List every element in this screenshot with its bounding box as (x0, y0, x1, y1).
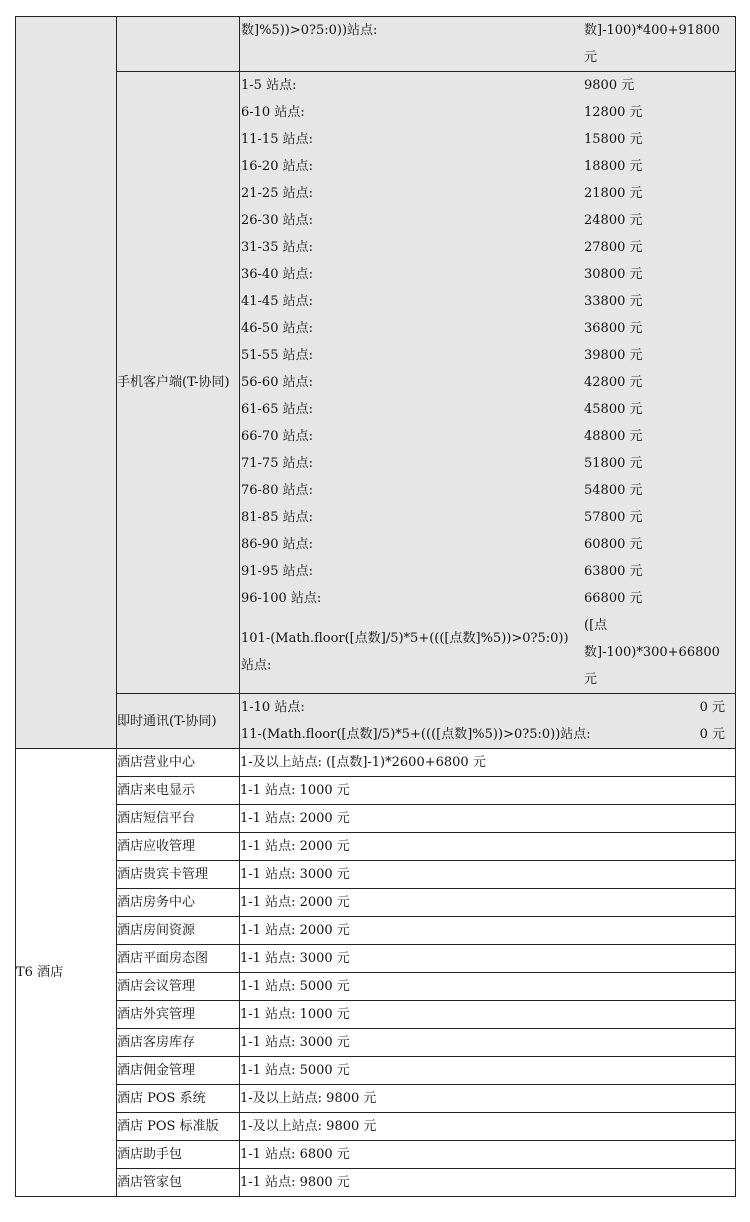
price-value: 1-1 站点: 5000 元 (240, 1057, 736, 1085)
price-value: 1-1 站点: 6800 元 (240, 1141, 736, 1169)
table-row (16, 1085, 736, 1113)
price-row (240, 531, 735, 558)
module-name: 酒店应收管理 (117, 833, 240, 861)
price-value: 1-1 站点: 3000 元 (240, 945, 736, 973)
price-value: 1-1 站点: 2000 元 (240, 889, 736, 917)
price-value: 0 元 (699, 727, 725, 742)
price-value: 1-及以上站点: 9800 元 (240, 1085, 736, 1113)
price-value: 39800 元 (584, 348, 643, 363)
price-value: 12800 元 (584, 105, 643, 120)
price-row (240, 288, 735, 315)
price-value: 1-1 站点: 3000 元 (240, 1029, 736, 1057)
table-row (16, 1113, 736, 1141)
module-name: 酒店房务中心 (117, 889, 240, 917)
site-range-label: 91-95 站点: (241, 564, 313, 579)
table-row (16, 945, 736, 973)
price-value: 1-1 站点: 3000 元 (240, 861, 736, 889)
module-name: 酒店短信平台 (117, 805, 240, 833)
table-row (16, 777, 736, 805)
module-cell-continued (117, 17, 240, 72)
table-row (16, 973, 736, 1001)
site-range-label: 51-55 站点: (241, 348, 313, 363)
price-value: 1-1 站点: 1000 元 (240, 1001, 736, 1029)
price-cell (240, 694, 736, 749)
module-name: 酒店助手包 (117, 1141, 240, 1169)
site-range-label: 71-75 站点: (241, 456, 313, 471)
price-value: 21800 元 (584, 186, 643, 201)
price-row (240, 234, 735, 261)
module-name: 酒店贵宾卡管理 (117, 861, 240, 889)
price-value: 63800 元 (584, 564, 643, 579)
site-range-label: 21-25 站点: (241, 186, 313, 201)
price-row (240, 126, 735, 153)
price-value: 18800 元 (584, 159, 643, 174)
site-range-label: 41-45 站点: (241, 294, 313, 309)
price-row (240, 72, 735, 99)
price-row (240, 99, 735, 126)
site-range-label: 11-15 站点: (241, 132, 313, 147)
module-name-im: 即时通讯(T-协同) (117, 694, 240, 749)
price-value: 9800 元 (584, 78, 635, 93)
price-row (240, 504, 735, 531)
table-row (16, 749, 736, 777)
table-row (16, 889, 736, 917)
site-range-label: 76-80 站点: (241, 483, 313, 498)
pricing-table (15, 16, 736, 1197)
site-range-label: 81-85 站点: (241, 510, 313, 525)
price-value: 1-1 站点: 2000 元 (240, 833, 736, 861)
table-row (16, 1057, 736, 1085)
table-row (16, 1169, 736, 1197)
price-value: 60800 元 (584, 537, 643, 552)
price-row (240, 694, 735, 721)
price-value: 45800 元 (584, 402, 643, 417)
table-row (16, 1029, 736, 1057)
price-value: 1-1 站点: 1000 元 (240, 777, 736, 805)
price-value: 0 元 (699, 700, 725, 715)
price-cell (240, 72, 736, 694)
site-range-label: 46-50 站点: (241, 321, 313, 336)
table-row (16, 833, 736, 861)
table-row (16, 1141, 736, 1169)
price-row (240, 369, 735, 396)
price-value: 1-1 站点: 2000 元 (240, 917, 736, 945)
module-name: 酒店佣金管理 (117, 1057, 240, 1085)
price-value: 1-及以上站点: 9800 元 (240, 1113, 736, 1141)
module-name: 酒店平面房态图 (117, 945, 240, 973)
price-row (240, 477, 735, 504)
site-range-label: 11-(Math.floor([点数]/5)*5+((([点数]%5))>0?5:0))站点: (241, 727, 591, 742)
price-value: 27800 元 (584, 240, 643, 255)
price-value: 33800 元 (584, 294, 643, 309)
site-range-label: 31-35 站点: (241, 240, 313, 255)
price-row (240, 396, 735, 423)
module-name: 酒店房间资源 (117, 917, 240, 945)
price-value: 1-1 站点: 5000 元 (240, 973, 736, 1001)
site-range-label: 26-30 站点: (241, 213, 313, 228)
price-value: 54800 元 (584, 483, 643, 498)
site-range-label: 56-60 站点: (241, 375, 313, 390)
price-value: 51800 元 (584, 456, 643, 471)
price-value: 1-1 站点: 2000 元 (240, 805, 736, 833)
price-value: 42800 元 (584, 375, 643, 390)
table-row (16, 861, 736, 889)
price-row (240, 315, 735, 342)
price-row-formula (240, 612, 735, 693)
price-row (240, 180, 735, 207)
price-value: 57800 元 (584, 510, 643, 525)
site-range-label: 6-10 站点: (241, 105, 305, 120)
price-formula: ([点数]-100)*300+66800 元 (584, 618, 720, 687)
site-range-label: 数]%5))>0?5:0))站点: (241, 23, 378, 38)
site-range-label: 16-20 站点: (241, 159, 313, 174)
site-range-formula: 101-(Math.floor([点数]/5)*5+((([点数]%5))>0?5:0))站点: (241, 631, 569, 673)
price-row (240, 423, 735, 450)
module-name: 酒店来电显示 (117, 777, 240, 805)
price-value: 30800 元 (584, 267, 643, 282)
price-value: 36800 元 (584, 321, 643, 336)
module-name: 酒店营业中心 (117, 749, 240, 777)
module-name: 酒店 POS 系统 (117, 1085, 240, 1113)
price-row (240, 207, 735, 234)
table-row (16, 694, 736, 749)
price-value: 1-及以上站点: ([点数]-1)*2600+6800 元 (240, 749, 736, 777)
price-value: 48800 元 (584, 429, 643, 444)
price-row (240, 261, 735, 288)
table-row (16, 805, 736, 833)
module-name: 酒店客房库存 (117, 1029, 240, 1057)
price-cell (240, 17, 736, 72)
table-row (16, 917, 736, 945)
site-range-label: 96-100 站点: (241, 591, 322, 606)
price-value: 24800 元 (584, 213, 643, 228)
price-row (240, 17, 735, 71)
price-row (240, 342, 735, 369)
site-range-label: 86-90 站点: (241, 537, 313, 552)
price-row (240, 558, 735, 585)
site-range-label: 1-10 站点: (241, 700, 305, 715)
price-row (240, 153, 735, 180)
module-name: 酒店 POS 标准版 (117, 1113, 240, 1141)
price-row (240, 585, 735, 612)
price-value: 1-1 站点: 9800 元 (240, 1169, 736, 1197)
module-name: 酒店外宾管理 (117, 1001, 240, 1029)
category-cell-continued (16, 17, 117, 749)
module-name-mobile: 手机客户端(T-协同) (117, 72, 240, 694)
module-name: 酒店会议管理 (117, 973, 240, 1001)
price-value: 数]-100)*400+91800 元 (584, 23, 720, 65)
category-hotel: T6 酒店 (16, 749, 117, 1197)
price-value: 66800 元 (584, 591, 643, 606)
site-range-label: 36-40 站点: (241, 267, 313, 282)
table-row (16, 1001, 736, 1029)
price-value: 15800 元 (584, 132, 643, 147)
price-row (240, 721, 735, 748)
site-range-label: 66-70 站点: (241, 429, 313, 444)
price-row (240, 450, 735, 477)
site-range-label: 1-5 站点: (241, 78, 297, 93)
table-row (16, 72, 736, 694)
table-row (16, 17, 736, 72)
site-range-label: 61-65 站点: (241, 402, 313, 417)
module-name: 酒店管家包 (117, 1169, 240, 1197)
